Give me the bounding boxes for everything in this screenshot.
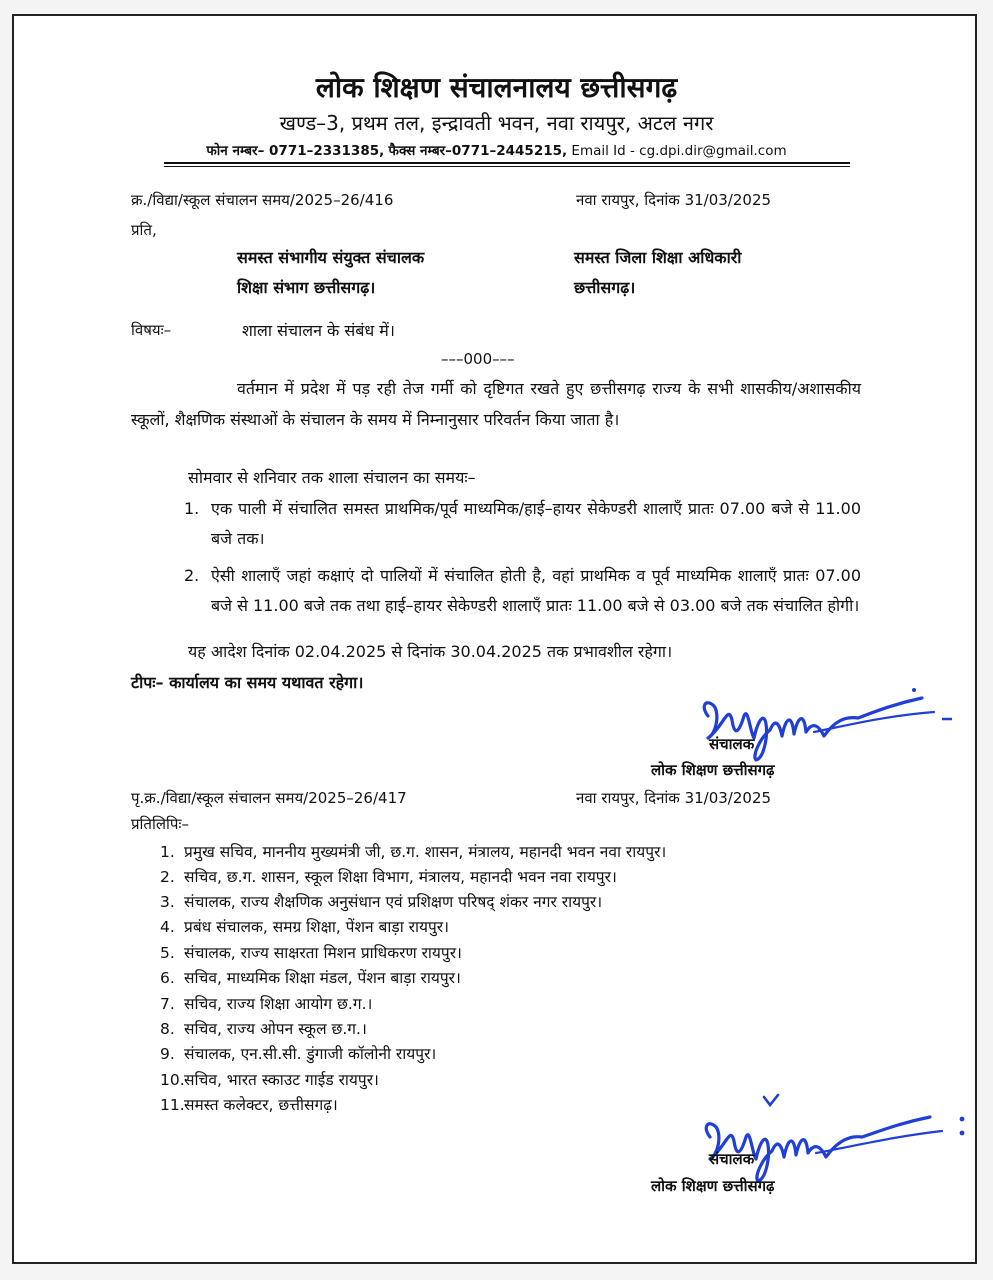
subject-text: शाला संचालन के संबंध में। [242, 321, 395, 340]
signatory-org-2: लोक शिक्षण छत्तीसगढ़ [651, 1177, 775, 1195]
subject-label: विषयः– [131, 321, 172, 339]
copy-item-number: 3. [160, 893, 175, 911]
header-rule [164, 162, 850, 164]
list-item-number: 2. [184, 566, 200, 585]
copy-item-number: 2. [160, 868, 175, 886]
copy-item-number: 6. [160, 969, 175, 987]
copy-list-item [160, 1042, 436, 1064]
effective-dates: यह आदेश दिनांक 02.04.2025 से दिनांक 30.04.2025 तक प्रभावशील रहेगा। [188, 642, 673, 661]
signatory-title-2: संचालक [709, 1150, 755, 1168]
copy-list-item [160, 941, 462, 963]
signature-2 [694, 1091, 974, 1186]
copy-item-number: 11. [160, 1096, 185, 1114]
copy-list-item [160, 915, 449, 937]
fax-number: फैक्स नम्बर–0771–2445215, [388, 143, 568, 159]
list-item [184, 561, 861, 621]
copy-list-item [160, 966, 461, 988]
copy-place-date: नवा रायपुर, दिनांक 31/03/2025 [576, 789, 772, 807]
note-text: टीपः– कार्यालय का समय यथावत रहेगा। [131, 673, 364, 692]
copy-list-item [160, 1068, 379, 1090]
addressee-left-line1: समस्त संभागीय संयुक्त संचालक [237, 248, 425, 267]
copy-list-item [160, 890, 602, 912]
addressee-right-line2: छत्तीसगढ़। [574, 278, 636, 297]
copy-item-text: संचालक, राज्य साक्षरता मिशन प्राधिकरण रायपुर। [184, 944, 462, 962]
header-rule-thin [164, 166, 850, 167]
separator: –––000––– [441, 350, 515, 368]
copy-item-number: 5. [160, 944, 175, 962]
copy-item-text: समस्त कलेक्टर, छत्तीसगढ़। [184, 1096, 338, 1114]
copy-item-text: प्रमुख सचिव, माननीय मुख्यमंत्री जी, छ.ग. शासन, मंत्रालय, महानदी भवन नवा रायपुर। [184, 843, 667, 861]
copy-item-number: 7. [160, 995, 175, 1013]
copy-ref-number: पृ.क्र./विद्या/स्कूल संचालन समय/2025–26/417 [131, 789, 407, 807]
copy-item-number: 8. [160, 1020, 175, 1038]
email-id: Email Id - cg.dpi.dir@gmail.com [571, 143, 787, 159]
order-ref-number: क्र./विद्या/स्कूल संचालन समय/2025–26/416 [131, 191, 394, 209]
to-label: प्रति, [131, 221, 157, 239]
copy-item-text: सचिव, माध्यमिक शिक्षा मंडल, पेंशन बाड़ा रायपुर। [184, 969, 461, 987]
addressee-left-line2: शिक्षा संभाग छत्तीसगढ़। [237, 278, 376, 297]
copy-item-text: संचालक, राज्य शैक्षणिक अनुसंधान एवं प्रशिक्षण परिषद् शंकर नगर रायपुर। [184, 893, 603, 911]
body-paragraph: वर्तमान में प्रदेश में पड़ रही तेज गर्मी को दृष्टिगत रखते हुए छत्तीसगढ़ राज्य के सभी शासकीय/अशासकीय स्कूलों, शैक्षणिक संस्थाओं के संचालन के समय में निम्नानुसार परिवर्तन किया जाता है। [131, 379, 861, 429]
letterhead-contact [14, 141, 979, 159]
copy-item-text: सचिव, राज्य ओपन स्कूल छ.ग.। [184, 1020, 367, 1038]
letterhead-title: लोक शिक्षण संचालनालय छत्तीसगढ़ [315, 71, 678, 104]
list-item-number: 1. [184, 499, 200, 518]
letter-page [12, 14, 977, 1264]
copy-item-number: 4. [160, 918, 175, 936]
copy-item-number: 1. [160, 843, 175, 861]
timing-heading: सोमवार से शनिवार तक शाला संचालन का समयः– [188, 468, 476, 487]
list-item [184, 494, 861, 554]
copy-list-item [160, 840, 666, 862]
copy-item-text: सचिव, छ.ग. शासन, स्कूल शिक्षा विभाग, मंत्रालय, महानदी भवन नवा रायपुर। [184, 868, 617, 886]
copy-list-item [160, 992, 372, 1014]
addressee-right-line1: समस्त जिला शिक्षा अधिकारी [574, 248, 742, 267]
copy-list-item [160, 1017, 367, 1039]
copy-item-text: संचालक, एन.सी.सी. डुंगाजी कॉलोनी रायपुर। [184, 1045, 437, 1063]
copy-item-text: प्रबंध संचालक, समग्र शिक्षा, पेंशन बाड़ा रायपुर। [184, 918, 450, 936]
signatory-title-1: संचालक [709, 735, 755, 753]
letterhead-address: खण्ड–3, प्रथम तल, इन्द्रावती भवन, नवा रायपुर, अटल नगर [279, 111, 714, 135]
copy-list-item [160, 1093, 338, 1115]
copy-item-number: 10. [160, 1071, 185, 1089]
copy-list-item [160, 865, 617, 887]
copy-label: प्रतिलिपिः– [131, 815, 189, 833]
copy-item-number: 9. [160, 1045, 175, 1063]
copy-item-text: सचिव, भारत स्काउट गाईड रायपुर। [184, 1071, 379, 1089]
list-item-text: ऐसी शालाऍं जहां कक्षाएं दो पालियों में संचालित होती है, वहां प्राथमिक व पूर्व माध्यमिक शालाऍं प्रातः 07.00 बजे से 11.00 बजे तक तथा हाई–हायर सेकेण्डरी शालाऍं प्रातः 11.00 बजे से 03.00 बजे तक संचालित होगी। [211, 566, 861, 615]
list-item-text: एक पाली में संचालित समस्त प्राथमिक/पूर्व माध्यमिक/हाई–हायर सेकेण्डरी शालाऍं प्रातः 07.00 बजे से 11.00 बजे तक। [211, 499, 861, 548]
order-place-date: नवा रायपुर, दिनांक 31/03/2025 [576, 191, 772, 209]
phone-number: फोन नम्बर– 0771–2331385, [206, 143, 385, 159]
copy-item-text: सचिव, राज्य शिक्षा आयोग छ.ग.। [184, 995, 373, 1013]
signatory-org-1: लोक शिक्षण छत्तीसगढ़ [651, 761, 775, 779]
